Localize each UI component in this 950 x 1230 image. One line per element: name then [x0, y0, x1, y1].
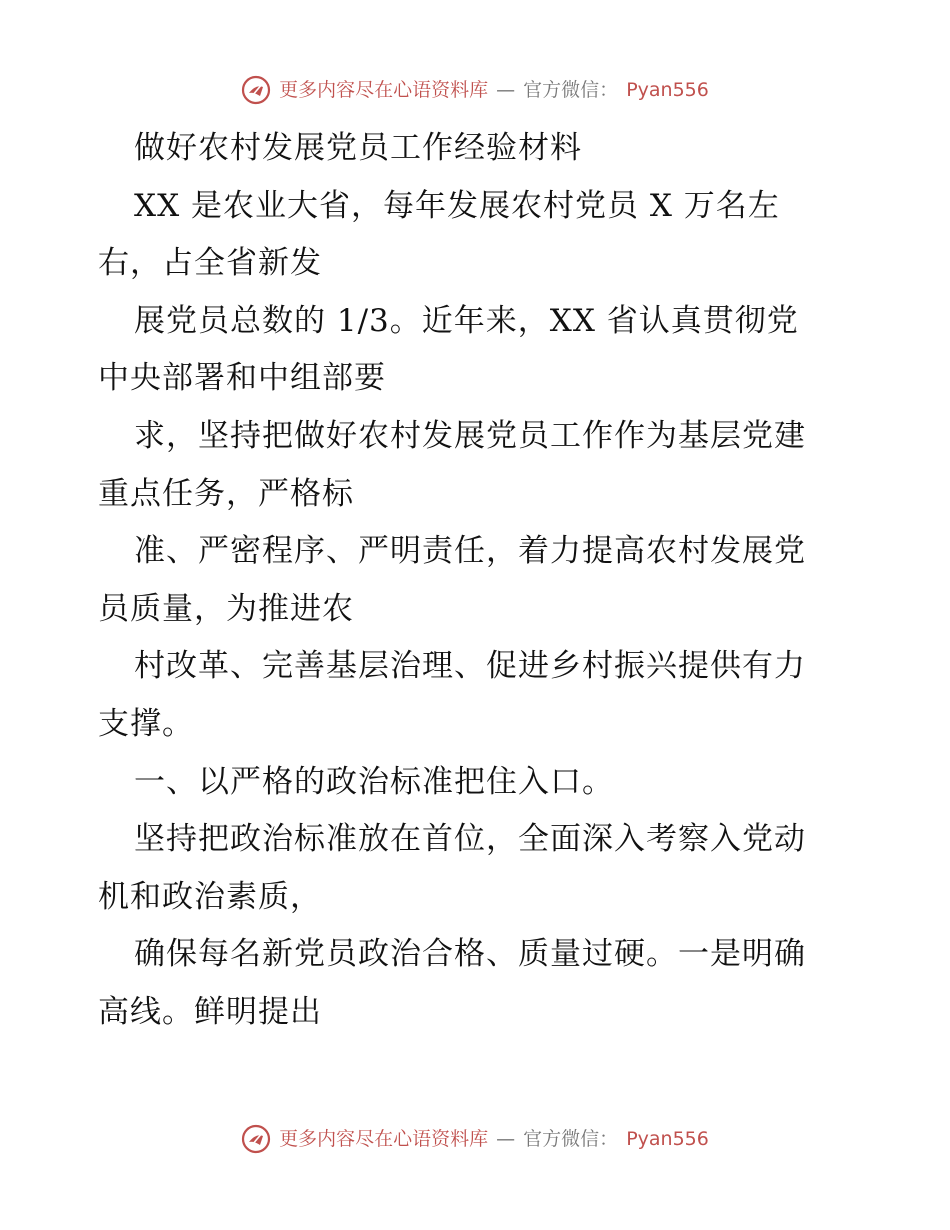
header-watermark: [0, 75, 950, 105]
watermark-text: 更多内容尽在心语资料库: [279, 1128, 489, 1150]
watermark-account: Pyan556: [626, 1128, 709, 1150]
text-line: 求，坚持把做好农村发展党员工作作为基层党建: [134, 417, 806, 454]
text-line: 重点任务，严格标: [98, 475, 354, 512]
text-line: 员质量，为推进农: [98, 590, 354, 627]
text-line: 机和政治素质，: [98, 878, 322, 915]
text-line: 确保每名新党员政治合格、质量过硬。一是明确: [134, 936, 806, 973]
watermark-separator: —: [496, 1128, 516, 1150]
footer-watermark: [0, 1124, 950, 1154]
watermark-separator: —: [496, 79, 516, 101]
text-line: 村改革、完善基层治理、促进乡村振兴提供有力: [134, 648, 806, 685]
text-line: XX 是农业大省，每年发展农村党员 X 万名左: [134, 187, 780, 224]
text-line: 坚持把政治标准放在首位，全面深入考察入党动: [134, 821, 806, 858]
text-line: 一、以严格的政治标准把住入口。: [134, 763, 614, 800]
document-body: [98, 120, 858, 1042]
watermark-channel: 官方微信：: [523, 79, 619, 101]
watermark-channel: 官方微信：: [523, 1128, 619, 1150]
book-logo-icon: [241, 75, 271, 105]
document-title: 做好农村发展党员工作经验材料: [134, 130, 582, 166]
text-line: 准、严密程序、严明责任，着力提高农村发展党: [134, 533, 806, 570]
text-line: 展党员总数的 1/3。近年来，XX 省认真贯彻党: [134, 302, 799, 339]
text-line: 中央部署和中组部要: [98, 360, 386, 397]
text-line: 右，占全省新发: [98, 245, 322, 282]
book-logo-icon: [241, 1124, 271, 1154]
watermark-text: 更多内容尽在心语资料库: [279, 79, 489, 101]
watermark-account: Pyan556: [626, 79, 709, 101]
text-line: 高线。鲜明提出: [98, 993, 322, 1030]
text-line: 支撑。: [98, 705, 194, 742]
